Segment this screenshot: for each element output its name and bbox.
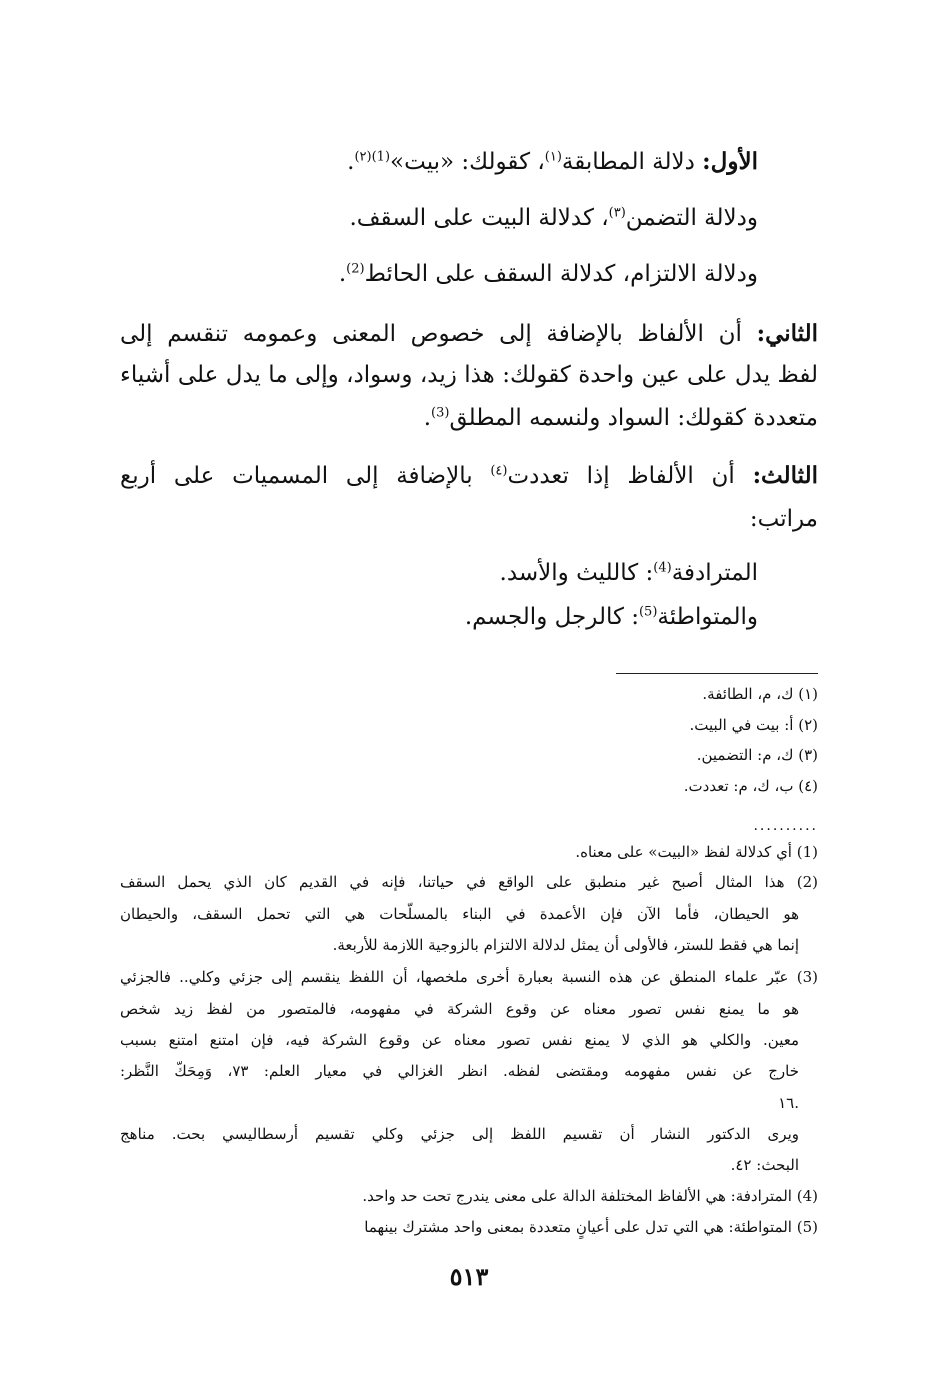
footnote-3-line: معين. والكلي هو الذي لا يمنع نفس تصور معناه عن وقوع الشركة فيه، فإن امتنع امتنع بسبب — [120, 1031, 799, 1049]
footnote-2-line: إنما هي فقط للستر، فالأولى أن يمثل لدلالة الالتزام بالزوجية اللازمة للأربعة. — [332, 936, 799, 954]
main-line-third-end: مراتب: — [749, 506, 818, 532]
footnote-3-line: ويرى الدكتور النشار أن تقسيم اللفظ إلى جزئي وكلي تقسيم أرسطاليسي بحت. مناهج — [120, 1125, 799, 1143]
footnote-ref: (٣) — [608, 205, 626, 221]
heading-third: الثالث: — [752, 462, 818, 489]
footnote-ref: (٤) — [490, 463, 508, 479]
footnote-ref: (١) — [544, 149, 562, 165]
footnote-3-line: خارج عن نفس مفهومه ومقتضى لفظه. انظر الغزالي في معيار العلم: ٧٣، وَمِحَكّ النَّظر: — [120, 1062, 799, 1080]
footnote-4: (4) المترادفة: هي الألفاظ المختلفة الدالة على معنى يندرج تحت حد واحد. — [362, 1187, 818, 1205]
footnote-1: (1) أي كدلالة لفظ «البيت» على معناه. — [575, 843, 818, 861]
footnote-ref: (4) — [653, 560, 672, 576]
main-line-second-cont: لفظ يدل على عين واحدة كقولك: هذا زيد، وسواد، وإلى ما يدل على أشياء — [120, 362, 818, 388]
footnote-ref: (2) — [346, 261, 365, 277]
footnote-2-line: (2) هذا المثال أصبح غير منطبق على الواقع في حياتنا، فإنه في القديم كان الذي يحمل السقف — [120, 873, 818, 891]
footnote-ref: (3) — [431, 405, 450, 421]
variant-note: (٣) ك، م: التضمين. — [696, 746, 818, 764]
main-line-third: الثالث: أن الألفاظ إذا تعددت$^{(٤)}$ بالإضافة إلى المسميات على أربع — [120, 462, 818, 489]
main-line-univocal: والمتواطئة$^{(5)}$: كالرجل والجسم. — [464, 604, 758, 630]
main-line-first-meaning: الأول: دلالة المطابقة$^{(١)}$، كقولك: «بيت»$^{(1)(٢)}$. — [347, 148, 758, 175]
footnote-5: (5) المتواطئة: هي التي تدل على أعيانٍ متعددة بمعنى واحد مشترك بينهما — [364, 1218, 818, 1236]
heading-first: الأول: — [702, 148, 758, 175]
main-line-second: الثاني: أن الألفاظ بالإضافة إلى خصوص المعنى وعمومه تنقسم إلى — [120, 320, 818, 347]
variant-note: (١) ك، م، الطائفة. — [702, 685, 818, 703]
main-line-second-end: متعددة كقولك: السواد ولنسمه المطلق$^{(3)}$. — [423, 405, 818, 431]
footnote-ref: (5) — [638, 604, 658, 620]
variant-note: (٤) ب، ك، م: تعددت. — [683, 777, 818, 795]
footnote-3-line: البحث: ٤٢. — [730, 1156, 799, 1174]
footnote-ref: (1)(٢) — [354, 149, 391, 165]
page-number: ٥١٣ — [449, 1262, 489, 1291]
variant-note: (٢) أ: بيت في البيت. — [689, 716, 818, 734]
footnote-2-line: هو الحيطان، فأما الآن فإن الأعمدة في البناء بالمسلّحات هي التي تحمل السقف، والحيطان — [120, 905, 799, 923]
main-line-implication: ودلالة التضمن$^{(٣)}$، كدلالة البيت على السقف. — [349, 205, 758, 231]
footnote-3-line: (3) عبّر علماء المنطق عن هذه النسبة بعبارة أخرى ملخصها، أن اللفظ ينقسم إلى جزئي وكلي.. فالجزئي — [120, 968, 818, 986]
main-line-synonyms: المترادفة$^{(4)}$: كالليث والأسد. — [499, 560, 758, 586]
footnote-3-line: ١٦. — [778, 1094, 799, 1112]
main-line-entailment: ودلالة الالتزام، كدلالة السقف على الحائط$^{(2)}$. — [338, 261, 758, 287]
footnote-3-line: هو ما يمنع نفس تصور معناه عن وقوع الشركة في مفهومه، فالمتصور من لفظ زيد شخص — [120, 1000, 799, 1018]
footnote-divider — [616, 673, 818, 674]
dotted-separator: .......... — [753, 818, 818, 834]
heading-second: الثاني: — [756, 320, 818, 347]
